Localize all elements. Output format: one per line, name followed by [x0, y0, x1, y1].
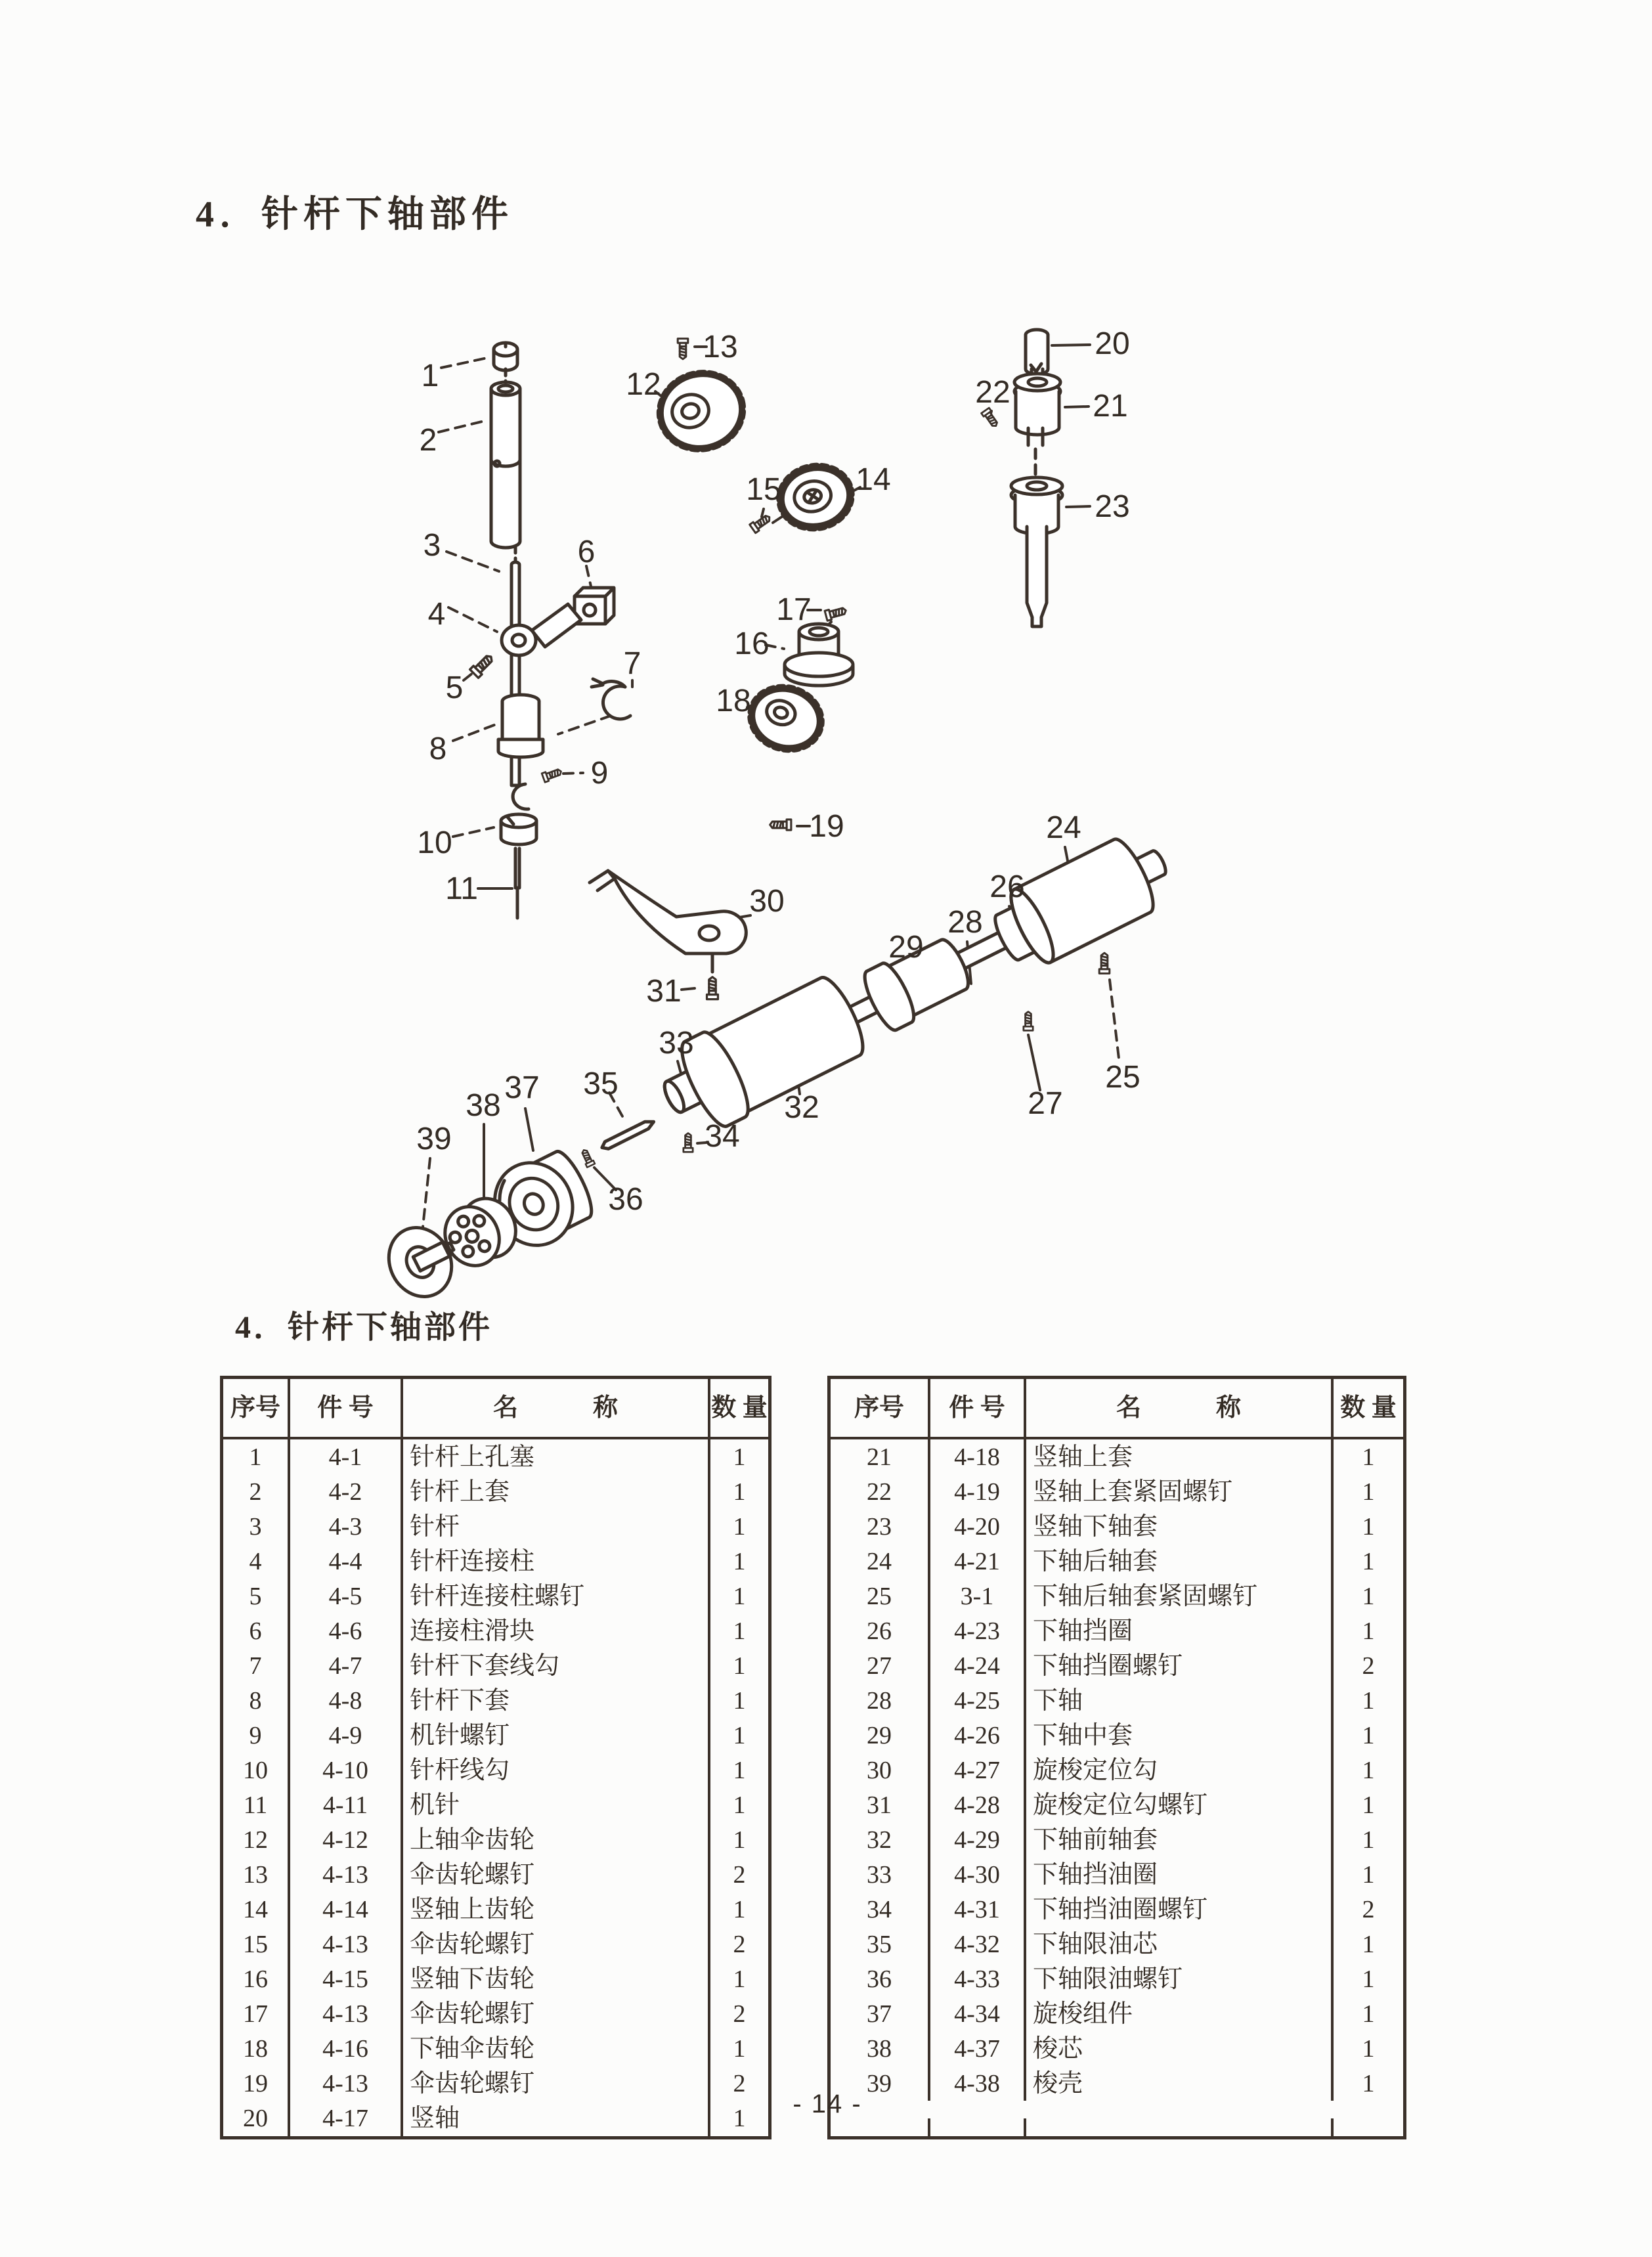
- callout-17: 17: [776, 592, 812, 627]
- table-cell: 下轴: [1024, 1683, 1331, 1718]
- table-row: [223, 1787, 768, 1822]
- table-cell: 1: [708, 1893, 768, 1927]
- table-cell: 2: [249, 1478, 262, 1506]
- table-cell: 下轴限油芯: [1024, 1927, 1331, 1961]
- header-name: 名 称: [1024, 1379, 1331, 1437]
- table-cell: 4-13: [288, 1997, 401, 2032]
- table-cell: 下轴后轴套紧固螺钉: [1024, 1579, 1331, 1613]
- table-cell: 2: [1331, 1648, 1403, 1683]
- table-row: [223, 1893, 768, 1927]
- table-cell: 1: [1331, 1961, 1403, 1996]
- table-row: [223, 2032, 768, 2067]
- table-cell: 9: [249, 1721, 262, 1749]
- table-cell: 4-1: [288, 1439, 401, 1474]
- callout-13: 13: [703, 330, 738, 364]
- table-cell: 14: [243, 1896, 268, 1924]
- table-cell: 36: [867, 1965, 892, 1993]
- table-cell: 针杆上孔塞: [401, 1439, 708, 1474]
- table-cell: 4-24: [928, 1648, 1024, 1683]
- table-row: [831, 1927, 1403, 1961]
- table-row: [223, 1474, 768, 1509]
- callout-36: 36: [608, 1182, 643, 1217]
- table-cell: 竖轴上齿轮: [401, 1893, 708, 1927]
- callout-16: 16: [734, 626, 770, 661]
- callout-7: 7: [623, 646, 641, 681]
- table-cell: 竖轴: [401, 2101, 708, 2136]
- table-cell: 20: [243, 2105, 268, 2133]
- table-cell: 1: [708, 1439, 768, 1474]
- callout-29: 29: [888, 930, 924, 965]
- table-cell: 4-7: [288, 1648, 401, 1683]
- table-cell: 8: [249, 1686, 262, 1715]
- table-cell: 16: [243, 1965, 268, 1994]
- table-cell: 4-11: [288, 1787, 401, 1822]
- callout-12: 12: [626, 367, 661, 402]
- table-cell: 1: [1331, 1474, 1403, 1509]
- table-row: [223, 2067, 768, 2101]
- table-cell: 下轴伞齿轮: [401, 2032, 708, 2067]
- table-cell: 4-38: [928, 2066, 1024, 2101]
- callout-21: 21: [1093, 389, 1128, 424]
- table-cell: 旋梭组件: [1024, 1996, 1331, 2031]
- table-cell: 4-34: [928, 1996, 1024, 2031]
- table-cell: 1: [1331, 1509, 1403, 1544]
- table-cell: 伞齿轮螺钉: [401, 2067, 708, 2101]
- table-cell: 下轴限油螺钉: [1024, 1961, 1331, 1996]
- table-cell: 机针螺钉: [401, 1718, 708, 1753]
- table-cell: 39: [867, 2069, 892, 2097]
- callout-18: 18: [716, 684, 751, 718]
- table-cell: 28: [867, 1686, 892, 1715]
- callout-1: 1: [421, 359, 439, 393]
- table-filler: [831, 2118, 1403, 2136]
- table-cell: 1: [708, 1474, 768, 1509]
- table-body-left: [223, 1439, 768, 2136]
- table-row: [223, 1718, 768, 1753]
- table-cell: 下轴中套: [1024, 1718, 1331, 1753]
- table-cell: 4-28: [928, 1787, 1024, 1822]
- table-cell: 2: [708, 1858, 768, 1893]
- table-row: [831, 1648, 1403, 1683]
- table-row: [223, 1683, 768, 1718]
- table-cell: 21: [867, 1443, 892, 1471]
- table-cell: 22: [867, 1478, 892, 1506]
- table-cell: 下轴后轴套: [1024, 1544, 1331, 1579]
- table-cell: 3: [249, 1512, 262, 1541]
- table-row: [831, 1544, 1403, 1579]
- table-cell: 1: [708, 2032, 768, 2067]
- table-cell: 4-29: [928, 1822, 1024, 1857]
- table-cell: 4-17: [288, 2101, 401, 2136]
- table-row: [223, 1927, 768, 1962]
- table-row: [223, 1997, 768, 2032]
- table-cell: 4-13: [288, 1858, 401, 1893]
- callout-3: 3: [423, 528, 441, 563]
- table-cell: 1: [708, 1787, 768, 1822]
- header-name: 名 称: [401, 1379, 708, 1437]
- callout-19: 19: [809, 809, 844, 844]
- header-part-no: 件 号: [288, 1379, 401, 1437]
- table-cell: 4-16: [288, 2032, 401, 2067]
- table-cell: 4-33: [928, 1961, 1024, 1996]
- table-cell: 下轴挡圈螺钉: [1024, 1648, 1331, 1683]
- callout-31: 31: [646, 974, 682, 1009]
- table-row: [223, 1962, 768, 1997]
- table-cell: 4-32: [928, 1927, 1024, 1961]
- table-cell: 37: [867, 2000, 892, 2028]
- table-cell: 伞齿轮螺钉: [401, 1997, 708, 2032]
- callout-6: 6: [577, 535, 596, 569]
- callout-2: 2: [419, 423, 437, 458]
- table-row: [831, 1822, 1403, 1857]
- callout-37: 37: [504, 1070, 540, 1105]
- table-cell: 4-9: [288, 1718, 401, 1753]
- callout-8: 8: [429, 732, 447, 766]
- table-row: [223, 1613, 768, 1648]
- callout-11: 11: [445, 871, 478, 906]
- callout-10: 10: [417, 825, 452, 860]
- table-cell: 4: [249, 1547, 262, 1575]
- table-cell: 1: [249, 1443, 262, 1471]
- callout-33: 33: [659, 1026, 694, 1061]
- page-number: - 14 -: [793, 2090, 862, 2118]
- callout-32: 32: [784, 1090, 819, 1125]
- table-cell: 下轴挡圈: [1024, 1613, 1331, 1648]
- table-cell: 4-27: [928, 1753, 1024, 1787]
- table-cell: 3-1: [928, 1579, 1024, 1613]
- page-title: 4．针杆下轴部件: [196, 194, 513, 235]
- table-cell: 1: [708, 1613, 768, 1648]
- table-row: [831, 1683, 1403, 1718]
- table-cell: 1: [708, 1718, 768, 1753]
- callout-23: 23: [1095, 489, 1130, 524]
- table-cell: 31: [867, 1791, 892, 1819]
- table-cell: 17: [243, 2000, 268, 2028]
- table-cell: 下轴前轴套: [1024, 1822, 1331, 1857]
- header-qty: 数 量: [1331, 1379, 1403, 1437]
- callout-39: 39: [416, 1122, 452, 1156]
- table-row: [223, 1509, 768, 1544]
- callout-38: 38: [466, 1088, 501, 1123]
- table-cell: 30: [867, 1756, 892, 1784]
- table-cell: 下轴挡油圈螺钉: [1024, 1892, 1331, 1927]
- callout-30: 30: [749, 884, 785, 919]
- table-cell: 上轴伞齿轮: [401, 1823, 708, 1858]
- table-cell: 15: [243, 1931, 268, 1959]
- table-row: [831, 2066, 1403, 2101]
- table-cell: 4-4: [288, 1544, 401, 1579]
- table-cell: 7: [249, 1652, 262, 1680]
- table-row: [831, 1718, 1403, 1753]
- table-cell: 伞齿轮螺钉: [401, 1927, 708, 1962]
- table-cell: 27: [867, 1652, 892, 1680]
- table-cell: 1: [1331, 2031, 1403, 2066]
- table-cell: 机针: [401, 1787, 708, 1822]
- header-part-no: 件 号: [928, 1379, 1024, 1437]
- callout-28: 28: [947, 905, 983, 940]
- table-cell: 1: [1331, 1718, 1403, 1753]
- header-no: 序号: [230, 1394, 280, 1422]
- callout-14: 14: [856, 462, 891, 497]
- table-cell: 1: [708, 1753, 768, 1787]
- table-cell: 针杆下套: [401, 1683, 708, 1718]
- table-cell: 连接柱滑块: [401, 1613, 708, 1648]
- table-cell: 2: [708, 1927, 768, 1962]
- table-cell: 1: [708, 1648, 768, 1683]
- table-cell: 1: [1331, 1683, 1403, 1718]
- table-row: [223, 1439, 768, 1474]
- table-cell: 4-6: [288, 1613, 401, 1648]
- table-row: [831, 1996, 1403, 2031]
- table-cell: 4-26: [928, 1718, 1024, 1753]
- table-cell: 旋梭定位勾: [1024, 1753, 1331, 1787]
- table-cell: 4-31: [928, 1892, 1024, 1927]
- table-body-right: [831, 1439, 1403, 2118]
- table-cell: 4-3: [288, 1509, 401, 1544]
- table-header-row: [223, 1379, 768, 1439]
- table-cell: 19: [243, 2070, 268, 2098]
- table-cell: 针杆: [401, 1509, 708, 1544]
- table-row: [831, 2031, 1403, 2066]
- table-cell: 10: [243, 1756, 268, 1784]
- table-cell: 4-14: [288, 1893, 401, 1927]
- table-row: [223, 1579, 768, 1613]
- table-cell: 4-8: [288, 1683, 401, 1718]
- table-row: [223, 1648, 768, 1683]
- table-cell: 1: [1331, 1787, 1403, 1822]
- table-cell: 1: [1331, 1579, 1403, 1613]
- callout-24: 24: [1046, 810, 1081, 845]
- table-cell: 11: [243, 1791, 268, 1819]
- table-row: [223, 1858, 768, 1893]
- table-cell: 4-18: [928, 1439, 1024, 1474]
- table-cell: 18: [243, 2035, 268, 2063]
- table-cell: 2: [1331, 1892, 1403, 1927]
- table-cell: 2: [708, 2067, 768, 2101]
- parts-table-right: [827, 1376, 1406, 2139]
- table-cell: 1: [708, 1544, 768, 1579]
- table-cell: 1: [708, 1509, 768, 1544]
- table-cell: 4-13: [288, 1927, 401, 1962]
- table-cell: 针杆线勾: [401, 1753, 708, 1787]
- table-row: [831, 1579, 1403, 1613]
- table-row: [831, 1892, 1403, 1927]
- table-cell: 4-19: [928, 1474, 1024, 1509]
- table-row: [223, 1544, 768, 1579]
- table-row: [831, 1857, 1403, 1892]
- table-cell: 6: [249, 1617, 262, 1645]
- table-cell: 4-37: [928, 2031, 1024, 2066]
- table-cell: 伞齿轮螺钉: [401, 1858, 708, 1893]
- table-cell: 针杆连接柱螺钉: [401, 1579, 708, 1613]
- table-cell: 34: [867, 1895, 892, 1923]
- table-cell: 1: [1331, 1439, 1403, 1474]
- table-cell: 下轴挡油圈: [1024, 1857, 1331, 1892]
- table-cell: 1: [1331, 1753, 1403, 1787]
- table-cell: 竖轴上套紧固螺钉: [1024, 1474, 1331, 1509]
- table-row: [831, 1753, 1403, 1787]
- callout-20: 20: [1095, 326, 1130, 361]
- table-cell: 1: [1331, 1822, 1403, 1857]
- table-row: [831, 1961, 1403, 1996]
- header-no: 序号: [854, 1394, 904, 1422]
- table-row: [223, 1823, 768, 1858]
- table-row: [831, 1474, 1403, 1509]
- table-cell: 1: [708, 1579, 768, 1613]
- table-cell: 旋梭定位勾螺钉: [1024, 1787, 1331, 1822]
- table-row: [831, 1439, 1403, 1474]
- table-cell: 25: [867, 1582, 892, 1610]
- table-cell: 38: [867, 2034, 892, 2063]
- table-cell: 4-21: [928, 1544, 1024, 1579]
- table-cell: 4-13: [288, 2067, 401, 2101]
- table-cell: 竖轴下轴套: [1024, 1509, 1331, 1544]
- table-header-row: [831, 1379, 1403, 1439]
- table-cell: 13: [243, 1861, 268, 1889]
- callout-9: 9: [590, 756, 609, 791]
- table-row: [223, 1753, 768, 1787]
- table-cell: 4-20: [928, 1509, 1024, 1544]
- parts-table-left: [220, 1376, 772, 2139]
- table-cell: 29: [867, 1721, 892, 1749]
- table-cell: 1: [1331, 1613, 1403, 1648]
- table-cell: 2: [708, 1997, 768, 2032]
- table-row: [831, 1613, 1403, 1648]
- table-row: [831, 1787, 1403, 1822]
- table-cell: 4-2: [288, 1474, 401, 1509]
- callout-4: 4: [427, 597, 446, 632]
- table-row: [223, 2101, 768, 2136]
- table-row: [831, 1509, 1403, 1544]
- table-cell: 针杆上套: [401, 1474, 708, 1509]
- callout-22: 22: [975, 375, 1011, 410]
- callout-25: 25: [1105, 1060, 1141, 1095]
- table-cell: 4-30: [928, 1857, 1024, 1892]
- table-cell: 针杆连接柱: [401, 1544, 708, 1579]
- table-cell: 33: [867, 1860, 892, 1889]
- table-cell: 1: [1331, 1857, 1403, 1892]
- table-cell: 4-12: [288, 1823, 401, 1858]
- table-cell: 4-15: [288, 1962, 401, 1997]
- table-cell: 12: [243, 1826, 268, 1854]
- header-qty: 数 量: [708, 1379, 768, 1437]
- table-cell: 5: [249, 1582, 262, 1610]
- table-cell: 35: [867, 1930, 892, 1958]
- table-cell: 1: [1331, 1927, 1403, 1961]
- table-cell: 32: [867, 1826, 892, 1854]
- table-cell: 1: [708, 2101, 768, 2136]
- callout-27: 27: [1028, 1086, 1063, 1121]
- callout-5: 5: [445, 670, 464, 705]
- table-cell: 1: [1331, 1996, 1403, 2031]
- callout-15: 15: [746, 472, 781, 507]
- table-cell: 4-5: [288, 1579, 401, 1613]
- table-cell: 1: [1331, 1544, 1403, 1579]
- table-cell: 23: [867, 1512, 892, 1541]
- table-cell: 竖轴上套: [1024, 1439, 1331, 1474]
- table-cell: 4-10: [288, 1753, 401, 1787]
- callout-26: 26: [989, 869, 1025, 904]
- table-cell: 26: [867, 1617, 892, 1645]
- table-section-title: 4．针杆下轴部件: [235, 1310, 493, 1345]
- table-cell: 1: [708, 1683, 768, 1718]
- table-cell: 1: [708, 1823, 768, 1858]
- callout-35: 35: [583, 1066, 619, 1101]
- table-cell: 1: [1331, 2066, 1403, 2101]
- table-cell: 24: [867, 1547, 892, 1575]
- table-cell: 竖轴下齿轮: [401, 1962, 708, 1997]
- table-cell: 4-23: [928, 1613, 1024, 1648]
- table-cell: 针杆下套线勾: [401, 1648, 708, 1683]
- callout-34: 34: [705, 1119, 740, 1154]
- table-cell: 4-25: [928, 1683, 1024, 1718]
- table-cell: 梭芯: [1024, 2031, 1331, 2066]
- table-cell: 1: [708, 1962, 768, 1997]
- table-cell: 梭壳: [1024, 2066, 1331, 2101]
